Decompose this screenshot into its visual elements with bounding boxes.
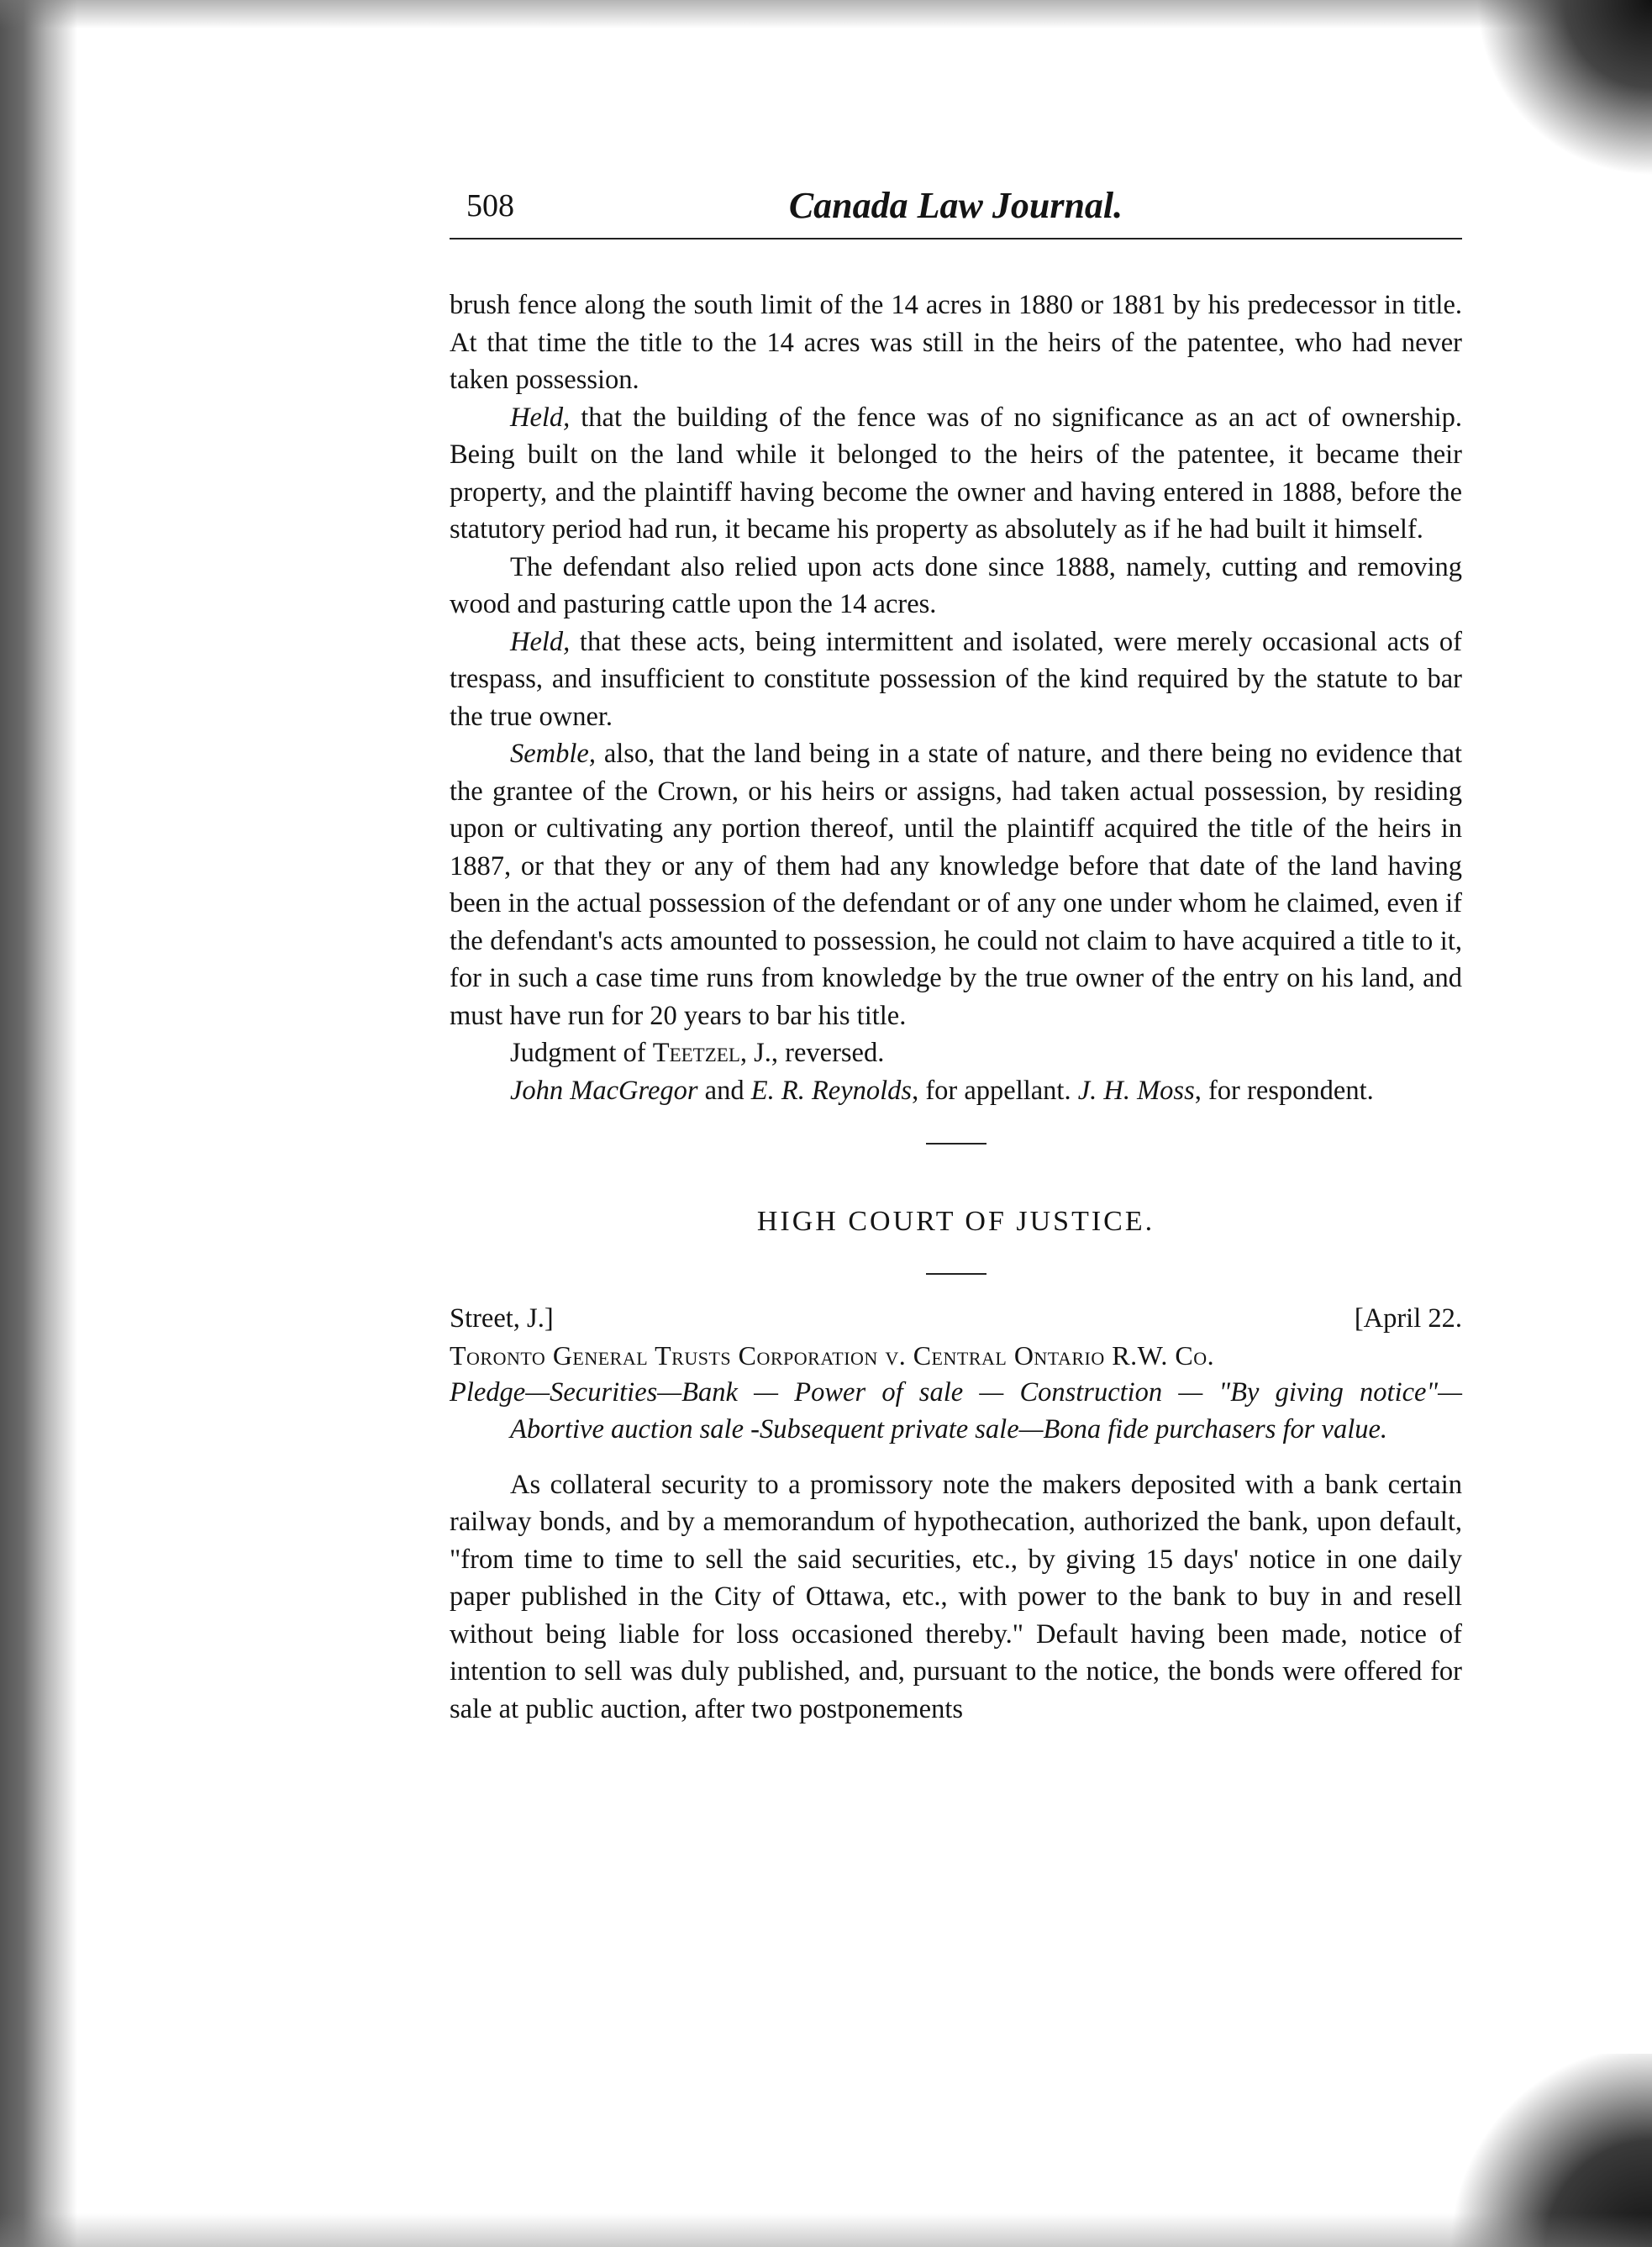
scan-edge-left bbox=[0, 0, 77, 2247]
page-header bbox=[450, 172, 1462, 239]
journal-page bbox=[450, 172, 1462, 1728]
spacer bbox=[450, 1448, 1462, 1466]
page-number: 508 bbox=[466, 188, 514, 224]
held-label: Held, bbox=[510, 626, 571, 657]
paragraph-judgment: Judgment of Teetzel, J., reversed. bbox=[510, 1038, 885, 1068]
held-trespass-text: that these acts, being intermittent and isolated, were merely occasional acts of trespass, and insufficient to constitute possession of the kind required by the statute to bar the true owner. bbox=[450, 626, 1462, 732]
paragraph-held-trespass bbox=[450, 624, 1462, 736]
semble-label: Semble, bbox=[510, 739, 596, 769]
case-date: [April 22. bbox=[1354, 1302, 1462, 1334]
paragraph-defendant-acts: The defendant also relied upon acts done since 1888, namely, cutting and removing wood and pasturing cattle upon the 14 acres. bbox=[450, 551, 1462, 619]
counsel-name: John MacGregor bbox=[510, 1075, 698, 1106]
case-title: Toronto General Trusts Corporation v. Central Ontario R.W. Co. bbox=[450, 1339, 1215, 1371]
case-judge: Street, J.] bbox=[450, 1302, 554, 1334]
body-text bbox=[450, 287, 1462, 1728]
section-divider bbox=[926, 1273, 986, 1275]
held-label: Held, bbox=[510, 402, 571, 433]
semble-text: also, that the land being in a state of nature, and there being no evidence that the grantee of the Crown, or his heirs or assigns, had taken actual possession, by residing upon or cultivating any portion thereof, until the plaintiff acquired the title of the heirs in 1887, or that they or any of them had any knowledge before that date of the land having been in the actual possession of the defendant or of any one under whom he claimed, even if the defendant's acts amounted to possession, he could not claim to have acquired a title to it, for in such a case time runs from knowledge by the true owner of the entry on his land, and must have run for 20 years to bar his title. bbox=[450, 739, 1462, 1031]
scan-edge-bottom bbox=[0, 2213, 1652, 2247]
counsel-name: J. H. Moss bbox=[1077, 1075, 1195, 1106]
case-headnote: Pledge—Securities—Bank — Power of sale — Construction — "By giving notice"—Abortive auction sale -Subsequent private sale—Bona fide purchasers for value. bbox=[450, 1376, 1462, 1444]
paragraph-fence: brush fence along the south limit of the 14 acres in 1880 or 1881 by his predecessor in title. At that time the title to the 14 acres was still in the heirs of the patentee, who had never taken possession. bbox=[450, 290, 1462, 395]
counsel-name: E. R. Reynolds bbox=[750, 1075, 913, 1106]
paragraph-semble bbox=[450, 735, 1462, 1034]
paragraph-counsel: John MacGregor and E. R. Reynolds, for appellant. J. H. Moss, for respondent. bbox=[510, 1075, 1374, 1106]
court-heading: HIGH COURT OF JUSTICE. bbox=[756, 1206, 1155, 1237]
paragraph-case-facts: As collateral security to a promissory note the makers deposited with a bank certain railway bonds, and by a memorandum of hypothecation, authorized the bank, upon default, "from time to time to sell the said securities, etc., by giving 15 days' notice in one daily paper published in the City of Ottawa, etc., with power to the bank to buy in and resell without being liable for loss occasioned thereby." Default having been made, notice of intention to sell was duly published, and, pursuant to the notice, the bonds were offered for sale at public auction, after two postponements bbox=[450, 1469, 1462, 1724]
scan-corner-top-right bbox=[1476, 0, 1652, 176]
journal-title: Canada Law Journal. bbox=[788, 185, 1123, 226]
paragraph-held-fence bbox=[450, 399, 1462, 549]
scan-edge-top bbox=[0, 0, 1652, 29]
section-divider bbox=[926, 1143, 986, 1145]
judge-name: Teetzel bbox=[652, 1038, 740, 1068]
case-judge-date-line bbox=[450, 1300, 1462, 1337]
held-fence-text: that the building of the fence was of no significance as an act of ownership. Being built on the land while it belonged to the heirs of the patentee, it became their property, and the plaintiff having become the owner and having entered in 1888, before the statutory period had run, it became his property as absolutely as if he had built it himself. bbox=[450, 402, 1462, 545]
